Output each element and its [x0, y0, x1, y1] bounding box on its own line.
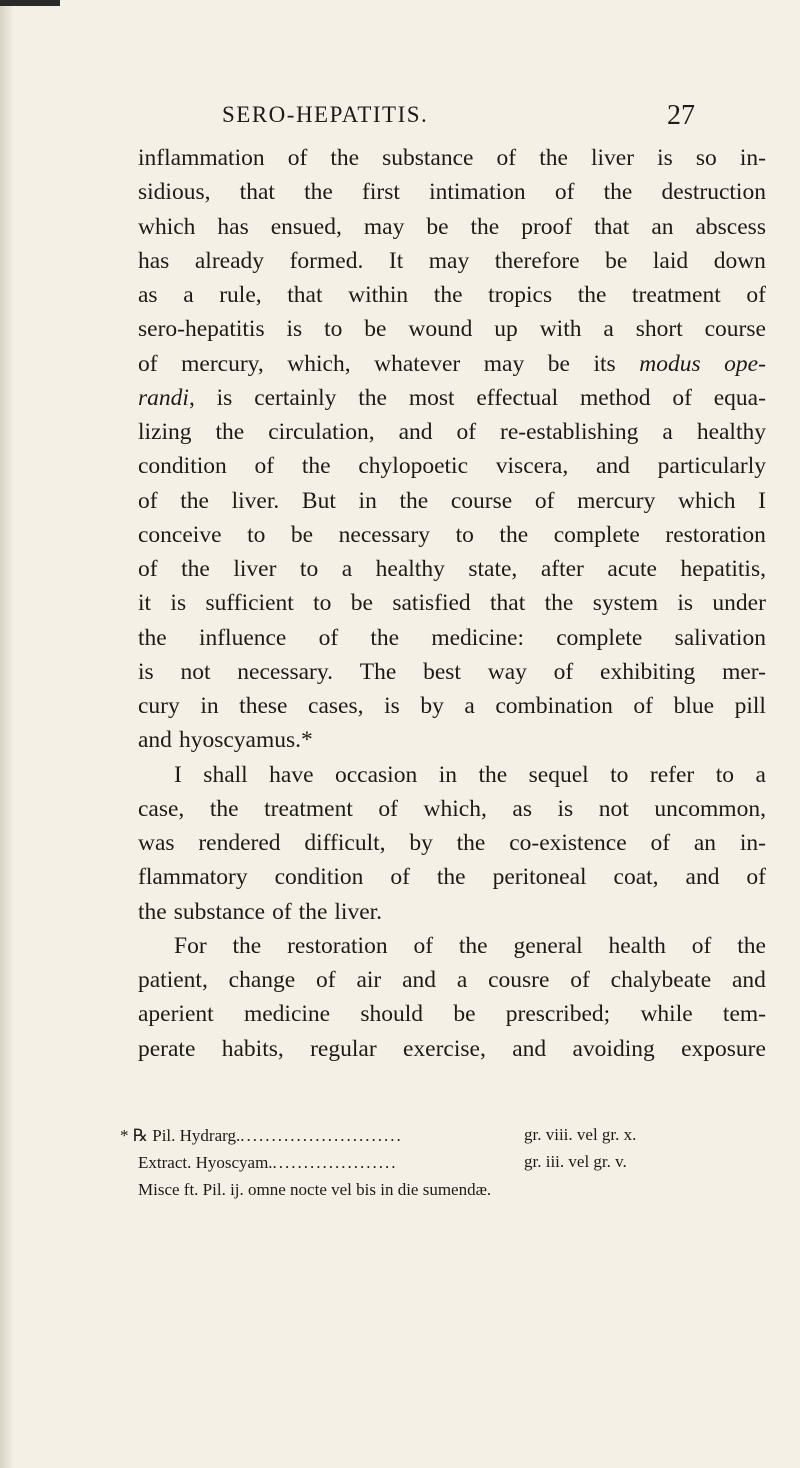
word: the	[298, 898, 328, 925]
word: of	[633, 693, 653, 719]
word: I	[758, 487, 766, 514]
word: is	[170, 590, 187, 617]
word: laid	[652, 247, 689, 274]
word: ensued,	[270, 213, 342, 240]
word: ope-	[724, 350, 766, 377]
word: to	[455, 521, 474, 548]
word: be	[364, 316, 387, 343]
word: and	[138, 727, 172, 754]
word: to	[324, 316, 343, 343]
body-line	[138, 383, 766, 413]
word: a	[603, 316, 614, 343]
word: of	[378, 795, 398, 822]
footnote-line-2	[138, 1152, 398, 1174]
body-line	[138, 349, 766, 379]
word: that	[287, 282, 323, 308]
footnote-prescription-1: * ℞ Pil. Hydrarg.	[120, 1126, 241, 1145]
word: health	[608, 932, 666, 959]
word: The	[359, 658, 397, 685]
body-line	[138, 246, 766, 276]
word: For	[174, 932, 207, 959]
word: as	[512, 795, 532, 822]
body-line	[138, 999, 766, 1029]
word: which,	[287, 350, 351, 377]
word: with	[539, 316, 582, 343]
word: prescribed;	[505, 1001, 611, 1028]
word: the	[456, 830, 486, 856]
word: acute	[607, 556, 657, 582]
word: pill	[734, 693, 766, 719]
body-line	[174, 760, 766, 790]
word: the	[301, 453, 331, 480]
word: the	[232, 932, 262, 959]
word: mercury,	[181, 350, 264, 377]
word: by	[420, 693, 444, 719]
word: modus	[639, 350, 701, 377]
word: complete	[553, 521, 640, 548]
word: these	[239, 693, 288, 719]
word: way	[487, 658, 527, 685]
word: the	[181, 556, 210, 582]
word: occasion	[335, 761, 418, 788]
word: randi,	[138, 384, 195, 411]
word: equa-	[713, 384, 766, 411]
page-gutter-shadow	[0, 0, 14, 1468]
word: the	[215, 419, 245, 445]
word: has	[138, 247, 170, 274]
body-line	[174, 931, 766, 961]
word: sidious,	[138, 179, 211, 206]
word: in-	[739, 145, 766, 171]
word: the	[577, 282, 607, 308]
body-line	[138, 520, 766, 550]
word: to	[313, 590, 332, 617]
word: may	[428, 247, 470, 274]
word: the	[138, 898, 167, 925]
word: to	[247, 521, 266, 548]
word: case,	[138, 795, 185, 822]
word: the	[209, 795, 239, 822]
word: rendered	[198, 830, 281, 856]
word: has	[217, 213, 249, 240]
word: salivation	[674, 624, 766, 651]
word: and	[685, 864, 720, 891]
word: satisfied	[392, 590, 471, 617]
word: after	[540, 556, 584, 582]
footnote-dose-1: gr. viii. vel gr. x.	[524, 1125, 637, 1144]
word: restoration	[287, 932, 388, 959]
word: liver	[590, 145, 635, 171]
word: in	[438, 761, 457, 788]
body-line	[138, 965, 766, 995]
word: was	[138, 830, 175, 856]
word: avoiding	[572, 1035, 655, 1062]
word: exposure	[681, 1035, 766, 1062]
word: course	[450, 487, 513, 514]
word: an	[693, 830, 717, 856]
word: may	[483, 350, 525, 377]
word: and	[731, 967, 766, 993]
word: substance	[173, 898, 266, 925]
word: sequel	[528, 761, 589, 788]
word: restoration	[665, 521, 766, 548]
footnote-line-1	[120, 1125, 403, 1147]
word: course	[704, 316, 766, 343]
footnote-leader-2: ....................	[272, 1153, 398, 1172]
word: so	[695, 145, 717, 171]
word: liver.	[334, 898, 383, 925]
word: aperient	[138, 1001, 214, 1028]
page-corner-mark	[0, 0, 60, 6]
word: while	[640, 1001, 693, 1028]
word: that	[490, 590, 526, 617]
body-line	[138, 486, 766, 516]
word: is	[384, 693, 400, 719]
word: may	[363, 213, 405, 240]
body-line	[138, 177, 766, 207]
footnote-prescription-2: Extract. Hyoscyam.	[138, 1153, 273, 1172]
word: is	[657, 145, 673, 171]
word: But	[301, 487, 336, 514]
word: to	[715, 761, 734, 788]
word: of	[553, 658, 574, 685]
word: be	[453, 1001, 476, 1028]
word: combination	[495, 693, 613, 719]
word: of	[456, 419, 477, 445]
word: treatment	[632, 282, 721, 308]
word: of	[318, 624, 339, 651]
word: mercury	[577, 487, 656, 514]
word: cousre	[488, 967, 550, 993]
word: co-existence	[509, 830, 627, 856]
word: the	[737, 932, 766, 959]
word: and	[402, 967, 436, 993]
word: general	[513, 932, 583, 959]
word: change	[228, 967, 296, 993]
word: influence	[198, 624, 287, 651]
word: that	[594, 213, 630, 240]
word: circulation,	[268, 419, 375, 445]
word: should	[360, 1001, 424, 1028]
word: medicine:	[431, 624, 524, 651]
word: the	[399, 487, 429, 514]
word: tropics	[488, 282, 553, 308]
page-number: 27	[667, 100, 695, 131]
word: cases,	[308, 693, 364, 719]
word: peritoneal	[492, 864, 587, 891]
word: inflammation	[138, 145, 265, 171]
body-line	[138, 588, 766, 618]
word: flammatory	[138, 864, 248, 891]
word: whatever	[374, 350, 461, 377]
word: refer	[649, 761, 695, 788]
word: formed.	[289, 247, 364, 274]
body-line	[138, 1034, 766, 1064]
word: the	[478, 761, 508, 788]
word: re-establishing	[500, 419, 639, 445]
word: uncommon,	[654, 795, 766, 822]
word: the	[603, 179, 633, 206]
word: that	[239, 179, 275, 206]
word: rule,	[219, 282, 262, 308]
word: under	[712, 590, 766, 617]
word: short	[635, 316, 683, 343]
word: have	[269, 761, 314, 788]
word: of	[650, 830, 671, 856]
word: condition	[138, 453, 227, 480]
footnote-leader-1: ..........................	[240, 1126, 403, 1145]
word: state,	[468, 556, 518, 582]
word: treatment	[264, 795, 353, 822]
word: of	[534, 487, 555, 514]
word: of	[254, 453, 275, 480]
word: tem-	[722, 1001, 766, 1028]
word: be	[426, 213, 449, 240]
word: exercise,	[403, 1035, 486, 1062]
body-line	[138, 691, 766, 721]
word: of	[138, 556, 158, 582]
word: cury	[138, 693, 180, 719]
word: a	[464, 693, 475, 719]
word: I	[174, 761, 182, 788]
word: and	[398, 419, 433, 445]
word: the	[458, 932, 488, 959]
word: is	[138, 658, 154, 685]
word: within	[348, 282, 409, 308]
word: be	[547, 350, 570, 377]
word: of	[554, 179, 575, 206]
word: the	[433, 282, 463, 308]
word: of	[496, 145, 517, 171]
word: an	[651, 213, 674, 240]
word: a	[755, 761, 766, 788]
word: coat,	[613, 864, 659, 891]
word: viscera,	[495, 453, 569, 480]
word: the	[180, 487, 209, 514]
word: a	[183, 282, 194, 308]
word: destruction	[661, 179, 766, 206]
body-line	[138, 212, 766, 242]
word: as	[138, 282, 158, 308]
word: which,	[423, 795, 487, 822]
word: necessary.	[237, 658, 333, 685]
word: its	[593, 350, 616, 377]
running-title: SERO-HEPATITIS.	[222, 102, 429, 127]
word: chalybeate	[610, 967, 712, 993]
word: substance	[382, 145, 474, 171]
word: method	[579, 384, 651, 411]
word: the	[544, 590, 574, 617]
body-line	[138, 725, 320, 755]
word: the	[330, 145, 360, 171]
word: the	[358, 384, 387, 411]
word: liver.	[231, 487, 280, 514]
word: healthy	[375, 556, 445, 582]
word: patient,	[138, 967, 208, 993]
word: and	[595, 453, 630, 480]
word: chylopoetic	[358, 453, 469, 480]
word: perate	[138, 1035, 196, 1062]
word: the	[436, 864, 466, 891]
footnote-line-3: Misce ft. Pil. ij. omne nocte vel bis in die sumendæ.	[138, 1180, 492, 1199]
word: proof	[521, 213, 573, 240]
word: shall	[203, 761, 248, 788]
word: is	[286, 316, 303, 343]
word: effectual	[476, 384, 559, 411]
word: down	[713, 247, 766, 274]
body-line	[138, 451, 766, 481]
word: a	[456, 967, 468, 993]
word: to	[610, 761, 629, 788]
word: be	[605, 247, 628, 274]
body-line	[138, 554, 766, 584]
word: is	[216, 384, 233, 411]
word: of	[413, 932, 434, 959]
word: of	[570, 967, 590, 993]
word: certainly	[254, 384, 337, 411]
word: abscess	[695, 213, 766, 240]
word: the	[499, 521, 529, 548]
word: not	[180, 658, 211, 685]
word: of	[138, 350, 158, 377]
word: therefore	[494, 247, 580, 274]
body-line	[138, 623, 766, 653]
body-line	[138, 143, 766, 173]
word: conceive	[138, 521, 222, 548]
word: of	[390, 864, 410, 891]
word: up	[494, 316, 518, 343]
word: habits,	[221, 1035, 284, 1062]
body-line	[138, 314, 766, 344]
word: difficult,	[304, 830, 386, 856]
word: the	[470, 213, 500, 240]
word: hepatitis,	[680, 556, 766, 582]
body-line	[138, 794, 766, 824]
body-line	[138, 657, 766, 687]
word: in-	[739, 830, 766, 856]
word: of	[272, 898, 292, 925]
word: healthy	[696, 419, 766, 445]
word: of	[316, 967, 336, 993]
word: necessary	[338, 521, 431, 548]
word: first	[362, 179, 400, 206]
word: system	[592, 590, 658, 617]
word: the	[370, 624, 400, 651]
word: medicine	[243, 1001, 331, 1028]
body-line	[138, 280, 766, 310]
word: by	[409, 830, 433, 856]
footnote-dose-2: gr. iii. vel gr. v.	[524, 1152, 627, 1171]
word: in	[358, 487, 377, 514]
word: sero-hepatitis	[138, 316, 265, 343]
word: the	[304, 179, 333, 206]
word: air	[356, 967, 382, 993]
word: to	[299, 556, 319, 582]
word: regular	[310, 1035, 377, 1062]
body-line	[138, 828, 766, 858]
word: liver	[233, 556, 277, 582]
word: It	[388, 247, 404, 274]
word: lizing	[138, 419, 192, 445]
word: of	[287, 145, 308, 171]
word: which	[138, 213, 196, 240]
word: of	[746, 282, 766, 308]
word: sufficient	[205, 590, 294, 617]
body-line	[138, 862, 766, 892]
word: a	[662, 419, 673, 445]
word: wound	[408, 316, 473, 343]
word: of	[672, 384, 692, 411]
word: is	[557, 795, 574, 822]
word: condition	[274, 864, 364, 891]
word: of	[138, 487, 158, 514]
word: in	[200, 693, 219, 719]
word: and	[512, 1035, 547, 1062]
page-header	[0, 100, 800, 140]
word: complete	[556, 624, 643, 651]
word: not	[598, 795, 629, 822]
word: hyoscyamus.*	[178, 727, 313, 754]
word: of	[746, 864, 766, 891]
word: the	[539, 145, 568, 171]
word: be	[350, 590, 373, 617]
word: is	[677, 590, 694, 617]
body-line	[138, 417, 766, 447]
word: a	[341, 556, 353, 582]
word: best	[423, 658, 461, 685]
word: exhibiting	[600, 658, 696, 685]
body-line	[138, 897, 389, 927]
word: be	[290, 521, 314, 548]
word: already	[194, 247, 265, 274]
word: of	[691, 932, 712, 959]
word: it	[138, 590, 152, 617]
word: most	[408, 384, 455, 411]
word: particularly	[657, 453, 766, 480]
word: intimation	[429, 179, 526, 206]
word: which	[678, 487, 736, 514]
word: the	[138, 624, 167, 651]
word: mer-	[722, 658, 766, 685]
word: blue	[673, 693, 715, 719]
